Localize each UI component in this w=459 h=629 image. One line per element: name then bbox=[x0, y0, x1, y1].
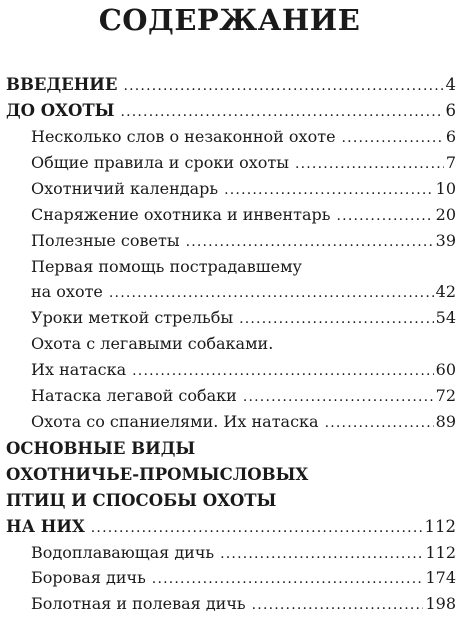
toc-entry bbox=[6, 334, 456, 360]
toc-entry-text: на охоте bbox=[31, 282, 103, 301]
toc-entry-text: Полезные советы bbox=[31, 231, 180, 250]
toc-entry-text: Уроки меткой стрельбы bbox=[31, 308, 234, 327]
toc-entry-page: 112 bbox=[424, 517, 456, 536]
toc-entry-page: 174 bbox=[425, 568, 456, 587]
toc-entry-page: 60 bbox=[435, 360, 456, 379]
toc-entry-page: 54 bbox=[435, 308, 456, 327]
toc-leader-dots bbox=[224, 182, 434, 198]
toc-entry-text: Охота со спаниелями. Их натаска bbox=[31, 412, 319, 431]
toc-entry-page: 89 bbox=[435, 412, 456, 431]
toc-entry-page: 6 bbox=[445, 127, 456, 146]
toc-entry bbox=[6, 257, 456, 283]
toc-leader-dots bbox=[220, 546, 423, 562]
toc-entry bbox=[6, 543, 456, 569]
toc-entry-text: Общие правила и сроки охоты bbox=[31, 153, 289, 172]
page-title: СОДЕРЖАНИЕ bbox=[98, 3, 361, 37]
toc-leader-dots bbox=[342, 130, 444, 146]
toc-leader-dots bbox=[91, 520, 423, 536]
toc-leader-dots bbox=[325, 415, 434, 431]
toc-entry-text: Первая помощь пострадавшему bbox=[31, 257, 302, 276]
toc-leader-dots bbox=[120, 104, 443, 120]
toc-entry-page: 10 bbox=[435, 179, 456, 198]
toc-entry bbox=[6, 127, 456, 153]
toc-entry-text: Боровая дичь bbox=[31, 568, 146, 587]
toc-entry bbox=[6, 439, 456, 465]
toc-entry-page: 39 bbox=[435, 231, 456, 250]
toc-leader-dots bbox=[152, 571, 424, 587]
toc-leader-dots bbox=[109, 285, 434, 301]
toc-leader-dots bbox=[243, 389, 434, 405]
toc-entry bbox=[6, 282, 456, 308]
toc-entry-page: 20 bbox=[435, 205, 456, 224]
toc-entry bbox=[6, 594, 456, 620]
toc-leader-dots bbox=[186, 234, 434, 250]
toc-entry bbox=[6, 179, 456, 205]
toc-entry bbox=[6, 568, 456, 594]
toc-entry-text: Несколько слов о незаконной охоте bbox=[31, 127, 336, 146]
toc-entry-text: ДО ОХОТЫ bbox=[6, 101, 115, 120]
toc-leader-dots bbox=[239, 311, 434, 327]
toc-entry-text: Охотничий календарь bbox=[31, 179, 219, 198]
toc-entry bbox=[6, 465, 456, 491]
toc-entry bbox=[6, 75, 456, 101]
toc-entry bbox=[6, 231, 456, 257]
toc-entry-text: ОСНОВНЫЕ ВИДЫ bbox=[6, 439, 196, 458]
toc-entry bbox=[6, 205, 456, 231]
toc-entry-text: ВВЕДЕНИЕ bbox=[6, 75, 118, 94]
toc-entry bbox=[6, 412, 456, 438]
toc-entry-page: 7 bbox=[445, 153, 456, 172]
toc-entry bbox=[6, 491, 456, 517]
toc-entry bbox=[6, 308, 456, 334]
toc-leader-dots bbox=[295, 156, 444, 172]
toc-entry bbox=[6, 386, 456, 412]
toc-entry-page: 4 bbox=[445, 75, 456, 94]
toc-leader-dots bbox=[252, 597, 424, 613]
toc-entry-text: Их натаска bbox=[31, 360, 127, 379]
toc-entry-page: 72 bbox=[435, 386, 456, 405]
toc-leader-dots bbox=[132, 363, 433, 379]
toc-entry-text: НА НИХ bbox=[6, 517, 85, 536]
toc-entry-text: Болотная и полевая дичь bbox=[31, 594, 246, 613]
toc-entry bbox=[6, 517, 456, 543]
toc-entry-page: 198 bbox=[425, 594, 456, 613]
toc-leader-dots bbox=[123, 78, 443, 94]
toc-entry-text: Водоплавающая дичь bbox=[31, 543, 215, 562]
toc-entry-page: 112 bbox=[425, 543, 456, 562]
toc-entry-page: 42 bbox=[435, 282, 456, 301]
toc-entry-text: ПТИЦ И СПОСОБЫ ОХОТЫ bbox=[6, 491, 277, 510]
toc-entry-page: 6 bbox=[445, 101, 456, 120]
toc-entry bbox=[6, 153, 456, 179]
toc-entry bbox=[6, 101, 456, 127]
toc-entry-text: ОХОТНИЧЬЕ-ПРОМЫСЛОВЫХ bbox=[6, 465, 309, 484]
toc-entry-text: Снаряжение охотника и инвентарь bbox=[31, 205, 331, 224]
toc-entry bbox=[6, 360, 456, 386]
toc-entry-text: Натаска легавой собаки bbox=[31, 386, 237, 405]
toc-leader-dots bbox=[337, 208, 434, 224]
toc-entry-text: Охота с легавыми собаками. bbox=[31, 334, 274, 353]
